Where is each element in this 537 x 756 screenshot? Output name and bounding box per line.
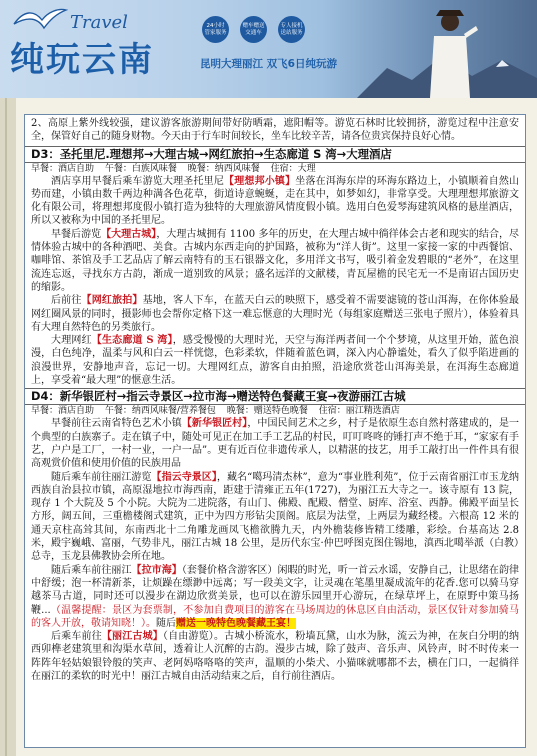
banner-subtitle: 昆明大理丽江 双飞6日纯玩游 xyxy=(200,58,337,70)
badge-pickup: 专人接机 送站服务 xyxy=(278,16,305,43)
day4-dinner: 晚餐：赠送特色晚餐 xyxy=(226,406,308,417)
day3-paragraph-dali-old-town: 早餐后游览【大理古城】，大理古城拥有 1100 多年的历史，在大理古城中徜徉体会古老和现实的结合，尽情体验古城中的各种酒吧、美食。古城内东西走向的护国路，被称为“洋人街”。这里一家接一家的中西餐馆、咖啡馆、茶馆及手工艺品店了解云南特有的玉石银器文化，多用洋文书写，吸引着金发碧眼的“老外”，在这里流连忘返，寻找东方古韵，渐成一道别致的风景；盛名远洋的文献楼，青瓦屋檐的民宅无一不是南诏古国历史的缩影。 xyxy=(31,228,520,293)
day4-paragraph-lashi-lake: 随后乘车前往丽江【拉市海】（套餐价格含游客区）闲暇的时光，听一首云水谣，安静自己，让思绪在韵律中舒缓；泡一杯清新茶，让烦躁在缥渺中远离；写一段美文字，让灵魂在笔墨里凝成流年的花香.您可以骑马穿越茶马古道，同时还可以漫步在湖边欣赏美景，也可以在游乐园里开心游玩，在绿草坪上，在原野中策马扬鞭...（温馨提醒：景区为套票制，不参加自费项目的游客在马场周边的休息区自由活动，景区仅针对参加骑马的客人开放，敬请知晓！）。随后赠送一晚特色晚餐藏王宴！ xyxy=(31,564,520,629)
day4-paragraph-zhiyun-temple: 随后乘车前往丽江游览【指云寺景区】，藏名“噶玛清杰林”，意为“事业胜利苑”，位于云南省丽江市玉龙纳西族自治县拉市镇，高原湿地拉市海西南，距建于清雍正五年(1727)，为丽江五大寺之一。该寺原有 13 院，现存 1 个大院及 5 个小院。大院为二进院落，有山门、佛殿、配殿、僧堂、厨库、浴室、西静。佛殿平面呈长方形，阔五间，三重檐楼阁式建筑，正中为四方形钻尖顶阁。底层为法堂，上两层为藏经楼。六根高 12 米的通天京柱高耸其间，东南西北十二角雕龙画凤飞檐欲腾九天，内外檐装修皆精工缕雕，彩绘。台基高达 2.8 米，殿宇巍峨、富丽，气势非凡，丽江古城 18 公里，是历代东宝·仲巴呼图克图住锡地，滇西北噶举派（白教）总寺，玉龙县佛教协会所在地。 xyxy=(31,471,519,563)
travel-wordmark: Travel xyxy=(70,12,128,33)
tibetan-feast-highlight: 赠送一晚特色晚餐藏王宴！ xyxy=(176,617,296,629)
day4-breakfast: 早餐：酒店自助 xyxy=(31,406,95,417)
day3-stay: 住宿：大理 xyxy=(270,163,316,174)
day3-paragraph-photo-shoot: 后前往【网红旅拍】基地，客人下车，在蓝天白云的映照下，感受着不需要滤镜的苍山洱海，在你体验最网红圈风景的同时，摄影师也会帮你定格下这一难忘惬意的大理时光（每组家庭赠送三张电子照片），体验着具有大理自然特色的另类旅行。 xyxy=(31,295,520,333)
day3-meals xyxy=(25,163,525,175)
day4-heading: D4：新华银匠村→指云寺景区→拉市海→赠送特色餐藏王宴→夜游丽江古城 xyxy=(25,388,525,405)
itinerary-panel xyxy=(24,114,526,748)
day3-breakfast: 早餐：酒店自助 xyxy=(31,163,95,174)
day4-meals xyxy=(25,405,525,417)
day3-dinner: 晚餐：纳西风味餐 xyxy=(187,163,260,174)
seagull-icon xyxy=(12,6,68,32)
day3-heading: D3：圣托里尼.理想邦→大理古城→网红旅拍→生态廊道 S 湾→大理酒店 xyxy=(25,146,525,163)
left-margin-stripe xyxy=(0,98,16,756)
day3-paragraph-s-bay: 大理网红【生态廊道 S 湾】，感受慢慢的大理时光，天空与海洋两者间一个个梦境，从这里开始，蓝色浪漫，白色纯净，温柔与风和白云一样恍惚，色彩柔软，伴随着蓝色调，深入内心静谧处，看久了似乎陷进画的浪漫世界，安静地声音，忘记一切。大理网红点，游客自由拍照，沿途欣赏苍山洱海美景，在洱海生态廊道上，享受着“最大理”的惬意生活。 xyxy=(31,335,520,387)
day3-lunch: 午餐：白族风味餐 xyxy=(104,163,177,174)
day4-lunch: 午餐：纳西风味餐/营养餐包 xyxy=(104,406,216,417)
traveler-illustration xyxy=(420,6,480,98)
day3-paragraph-ideal-town: 酒店享用早餐后乘车游览大理圣托里尼【理想邦小镇】坐落在洱海东岸的环海东路边上，小镇顺着自然山势而建，小镇由数千两边种满各色花草，街道诗意蜿蜒，走在其中，如梦如幻，非常享受。大理理想邦旅游文化有限公司，将理想邦度假小镇打造为独特的大理旅游风情度假小镇。选用白色爱琴海建筑风格的悬崖酒店，所以又被称为中国的圣托里尼。 xyxy=(31,175,520,227)
day4-paragraph-silversmith-village: 早餐前往云南省特色艺术小镇【新华银匠村】，中国民间艺术之乡，村子是依原生态自然村落建成的，是一个典型的白族寨子。走在镇子中，随处可见正在加工手工艺品的村民，叮叮咚咚的锤打声不绝于耳，“家家有手艺，户户是工厂，一村一业，一户一品”。更有近百位非遗传承人，以精湛的技艺，用手工敲打出一件件具有很高观赏价值和使用价值的民族用品 xyxy=(31,418,520,470)
badge-transport: 赠车赠送 交通车 xyxy=(240,16,267,43)
travel-tips-paragraph: 2、高原上紫外线较强，建议游客旅游期间带好防晒霜，遮阳帽等。游览石林时比较拥挤，游览过程中注意安全，保管好自己的随身财物。今天由于行车时间较长，坐车比较辛苦，请各位贵宾保持良好心情。 xyxy=(31,118,519,143)
badge-24h-service: 24小时 管家服务 xyxy=(202,16,229,43)
lashi-lake-notice: （温馨提醒：景区为套票制，不参加自费项目的游客在马场周边的休息区自由活动，景区仅针对参加骑马的客人开放，敬请知晓！）。 xyxy=(31,604,519,629)
header-banner xyxy=(0,0,537,98)
day4-paragraph-lijiang-old-town: 后乘车前往【丽江古城】（自由游览）。古城小桥流水，粉墙瓦黛，山水为脉，流云为神，在灰白分明的纳西卯榫老建筑里和沟渠水草间，透着让人沉醉的古韵。漫步古城，除了鼓声、音乐声、风铃声，时不时传来一阵阵年轻姑娘银铃般的笑声、老阿妈咯咯咯的笑声，温顺的小柴犬、小猫咪就哪都不去，横在门口，一起徜徉在丽江的柔软的时光中！丽江古城自由活动结束之后，自行前往酒店。 xyxy=(31,631,520,682)
day4-stay: 住宿：丽江精选酒店 xyxy=(318,406,400,417)
brand-title: 纯玩云南 xyxy=(10,40,154,80)
